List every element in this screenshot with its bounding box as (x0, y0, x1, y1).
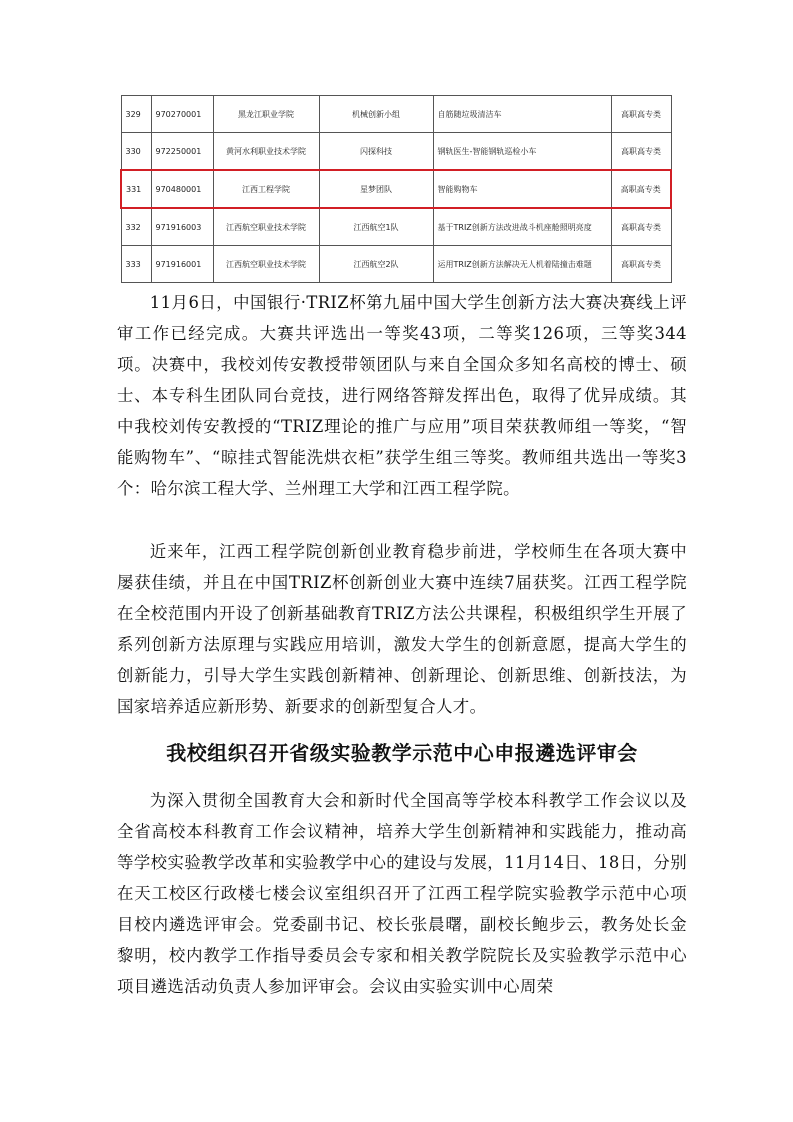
row-team: 闪探科技 (319, 133, 433, 171)
row-team: 星梦团队 (319, 170, 433, 208)
results-table (120, 95, 672, 283)
row-number: 333 (121, 246, 151, 283)
row-code: 972250001 (151, 133, 213, 171)
row-category: 高职高专类 (611, 208, 671, 246)
row-number: 331 (121, 170, 151, 208)
row-number: 332 (121, 208, 151, 246)
row-project: 智能购物车 (433, 170, 611, 208)
paragraph-innovation-education: 近来年，江西工程学院创新创业教育稳步前进，学校师生在各项大赛中屡获佳绩，并且在中国TRIZ杯创新创业大赛中连续7届获奖。江西工程学院在全校范围内开设了创新基础教育TRIZ方法公共课程，积极组织学生开展了系列创新方法原理与实践应用培训，激发大学生的创新意愿，提高大学生的创新能力，引导大学生实践创新精神、创新理论、创新思维、创新技法，为国家培养适应新形势、新要求的创新型复合人才。 (117, 542, 687, 716)
table-row (121, 133, 671, 171)
row-project: 运用TRIZ创新方法解决无人机着陆撞击难题 (433, 246, 611, 283)
table-row (121, 246, 671, 283)
row-school: 江西航空职业技术学院 (213, 208, 319, 246)
paragraph-review-meeting: 为深入贯彻全国教育大会和新时代全国高等学校本科教学工作会议以及全省高校本科教育工作会议精神，培养大学生创新精神和实践能力，推动高等学校实验教学改革和实验教学中心的建设与发展，11月14日、18日，分别在天工校区行政楼七楼会议室组织召开了江西工程学院实验教学示范中心项目校内遴选评审会。党委副书记、校长张晨曙，副校长鲍步云，教务处长金黎明，校内教学工作指导委员会专家和相关教学院院长及实验教学示范中心项目遴选活动负责人参加评审会。会议由实验实训中心周荣 (117, 791, 687, 996)
row-project: 钢轨医生-智能钢轨巡检小车 (433, 133, 611, 171)
row-team: 机械创新小组 (319, 96, 433, 133)
results-table-image (120, 95, 670, 285)
row-code: 971916003 (151, 208, 213, 246)
row-project: 基于TRIZ创新方法改进战斗机座舱照明亮度 (433, 208, 611, 246)
row-team: 江西航空2队 (319, 246, 433, 283)
section-heading: 我校组织召开省级实验教学示范中心申报遴选评审会 (166, 741, 638, 765)
row-code: 971916001 (151, 246, 213, 283)
row-category: 高职高专类 (611, 133, 671, 171)
row-code: 970480001 (151, 170, 213, 208)
row-school: 江西工程学院 (213, 170, 319, 208)
row-number: 330 (121, 133, 151, 171)
table-row (121, 170, 671, 208)
row-school: 江西航空职业技术学院 (213, 246, 319, 283)
table-row (121, 96, 671, 133)
table-row (121, 208, 671, 246)
row-code: 970270001 (151, 96, 213, 133)
row-school: 黄河水利职业技术学院 (213, 133, 319, 171)
row-team: 江西航空1队 (319, 208, 433, 246)
row-category: 高职高专类 (611, 246, 671, 283)
row-number: 329 (121, 96, 151, 133)
row-category: 高职高专类 (611, 96, 671, 133)
row-school: 黑龙江职业学院 (213, 96, 319, 133)
paragraph-competition-results: 11月6日，中国银行·TRIZ杯第九届中国大学生创新方法大赛决赛线上评审工作已经完成。大赛共评选出一等奖43项，二等奖126项，三等奖344项。决赛中，我校刘传安教授带领团队与来自全国众多知名高校的博士、硕士、本专科生团队同台竞技，进行网络答辩发挥出色，取得了优异成绩。其中我校刘传安教授的“TRIZ理论的推广与应用”项目荣获教师组一等奖，“智能购物车”、“晾挂式智能洗烘衣柜”获学生组三等奖。教师组共选出一等奖3个：哈尔滨工程大学、兰州理工大学和江西工程学院。 (117, 293, 687, 498)
row-category: 高职高专类 (611, 170, 671, 208)
row-project: 自筋随垃圾清洁车 (433, 96, 611, 133)
